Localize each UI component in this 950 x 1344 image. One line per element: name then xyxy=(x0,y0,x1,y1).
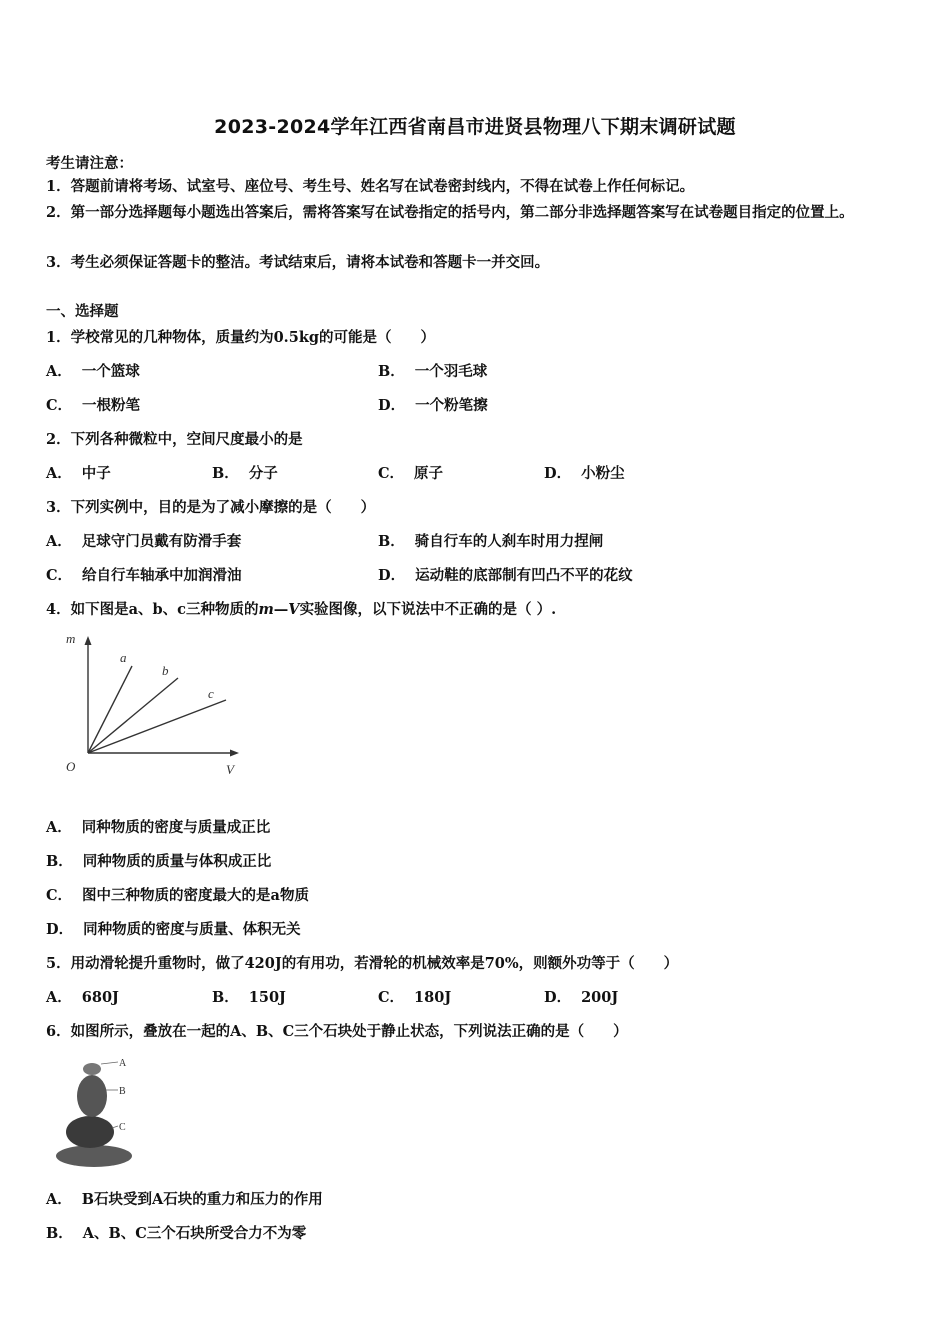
y-axis-arrow-icon xyxy=(85,636,92,645)
option-text: 680J xyxy=(81,989,119,1006)
q2-option-b xyxy=(212,462,278,483)
q6-option-b xyxy=(46,1222,306,1243)
option-text: 同种物质的质量与体积成正比 xyxy=(82,853,272,870)
option-letter: C． xyxy=(46,397,73,414)
option-text: 小粉尘 xyxy=(581,465,625,482)
option-text: 分子 xyxy=(248,465,278,482)
notice-item-2: 2．第一部分选择题每小题选出答案后，需将答案写在试卷指定的括号内，第二部分非选择题答案写在试卷题目指定的位置上。 xyxy=(46,204,854,221)
option-letter: D． xyxy=(378,397,406,414)
q4-option-b xyxy=(46,850,271,871)
option-letter: A． xyxy=(46,819,72,836)
option-letter: D． xyxy=(46,921,74,938)
q5-option-d xyxy=(544,986,618,1007)
question-2-stem: 2．下列各种微粒中，空间尺度最小的是 xyxy=(46,431,303,448)
option-text: A、B、C三个石块所受合力不为零 xyxy=(82,1225,307,1242)
stacked-stones-figure xyxy=(46,1052,146,1174)
q4-option-d xyxy=(46,918,301,939)
stone-base xyxy=(56,1145,132,1167)
leader-a xyxy=(101,1062,118,1064)
option-text: 给自行车轴承中加润滑油 xyxy=(82,567,242,584)
notice-heading: 考生请注意： xyxy=(46,155,133,172)
stem-text-post: 实验图像，以下说法中不正确的是（ ）. xyxy=(299,601,557,618)
question-1-stem: 1．学校常见的几种物体，质量约为0.5kg的可能是（ ） xyxy=(46,329,435,346)
option-text: 200J xyxy=(581,989,619,1006)
option-text: 原子 xyxy=(414,465,444,482)
option-letter: A． xyxy=(46,1191,72,1208)
option-text: 一个羽毛球 xyxy=(414,363,488,380)
line-a xyxy=(88,666,132,753)
line-a-label: a xyxy=(120,650,127,665)
option-letter: A． xyxy=(46,465,72,482)
q3-option-d xyxy=(378,564,633,585)
option-text: 一个粉笔擦 xyxy=(415,397,488,414)
option-letter: B． xyxy=(212,989,239,1006)
q3-option-c xyxy=(46,564,242,585)
option-letter: A． xyxy=(46,533,72,550)
option-text: 180J xyxy=(414,989,452,1006)
option-letter: A． xyxy=(46,363,72,380)
q5-option-c xyxy=(378,986,451,1007)
option-letter: C． xyxy=(46,887,73,904)
option-letter: B． xyxy=(212,465,239,482)
axis-y-label: m xyxy=(66,631,76,646)
q2-option-a xyxy=(46,462,111,483)
q1-option-b xyxy=(378,360,487,381)
option-text: B石块受到A石块的重力和压力的作用 xyxy=(81,1191,323,1208)
option-letter: C． xyxy=(378,465,405,482)
q5-option-b xyxy=(212,986,286,1007)
section-title: 一、选择题 xyxy=(46,303,119,320)
label-b: B xyxy=(119,1086,126,1097)
option-letter: C． xyxy=(46,567,73,584)
q3-option-b xyxy=(378,530,603,551)
option-letter: B． xyxy=(378,533,405,550)
q4-option-a xyxy=(46,816,270,837)
q6-option-a xyxy=(46,1188,323,1209)
option-letter: D． xyxy=(544,989,572,1006)
question-3-stem: 3．下列实例中，目的是为了减小摩擦的是（ ） xyxy=(46,499,376,516)
option-text: 骑自行车的人刹车时用力捏闸 xyxy=(414,533,604,550)
q1-option-a xyxy=(46,360,140,381)
option-letter: B． xyxy=(46,1225,73,1242)
line-b xyxy=(88,678,178,753)
line-b-label: b xyxy=(162,663,169,678)
q1-option-d xyxy=(378,394,488,415)
q4-option-c xyxy=(46,884,309,905)
line-c xyxy=(88,700,226,753)
option-text: 一根粉笔 xyxy=(82,397,141,414)
q2-option-c xyxy=(378,462,443,483)
m-v-graph xyxy=(58,628,248,783)
option-letter: B． xyxy=(378,363,405,380)
option-letter: D． xyxy=(378,567,406,584)
question-6-stem: 6．如图所示，叠放在一起的A、B、C三个石块处于静止状态，下列说法正确的是（ ） xyxy=(46,1023,628,1040)
option-text: 运动鞋的底部制有凹凸不平的花纹 xyxy=(415,567,633,584)
q1-option-c xyxy=(46,394,140,415)
q5-option-a xyxy=(46,986,119,1007)
question-4-stem xyxy=(46,598,556,619)
stem-text: 4．如下图是a、b、c三种物质的 xyxy=(46,601,259,618)
notice-item-3: 3．考生必须保证答题卡的整洁。考试结束后，请将本试卷和答题卡一并交回。 xyxy=(46,254,550,271)
stem-dash: — xyxy=(273,601,289,618)
option-letter: D． xyxy=(544,465,572,482)
stem-m: m xyxy=(258,601,274,618)
label-a: A xyxy=(119,1058,127,1069)
option-text: 中子 xyxy=(81,465,111,482)
notice-item-1: 1．答题前请将考场、试室号、座位号、考生号、姓名写在试卷密封线内，不得在试卷上作任何标记。 xyxy=(46,178,695,195)
option-letter: C． xyxy=(378,989,405,1006)
axis-x-label: V xyxy=(226,762,234,777)
page-title: 2023-2024学年江西省南昌市进贤县物理八下期末调研试题 xyxy=(214,116,736,138)
stone-a xyxy=(83,1063,101,1075)
leader-c xyxy=(112,1126,118,1128)
option-text: 150J xyxy=(248,989,286,1006)
line-c-label: c xyxy=(208,686,214,701)
option-text: 足球守门员戴有防滑手套 xyxy=(81,533,242,550)
stem-v: V xyxy=(288,601,300,618)
q3-option-a xyxy=(46,530,241,551)
q2-option-d xyxy=(544,462,625,483)
origin-label: O xyxy=(66,759,76,774)
question-5-stem: 5．用动滑轮提升重物时，做了420J的有用功，若滑轮的机械效率是70%，则额外功等于（ ） xyxy=(46,955,679,972)
option-text: 同种物质的密度与质量、体积无关 xyxy=(83,921,301,938)
option-text: 一个篮球 xyxy=(81,363,140,380)
option-letter: A． xyxy=(46,989,72,1006)
x-axis-arrow-icon xyxy=(230,750,239,757)
label-c: C xyxy=(119,1122,126,1133)
option-letter: B． xyxy=(46,853,73,870)
stone-c xyxy=(66,1116,114,1148)
option-text: 图中三种物质的密度最大的是a物质 xyxy=(82,887,309,904)
option-text: 同种物质的密度与质量成正比 xyxy=(81,819,271,836)
stone-b xyxy=(77,1075,107,1117)
